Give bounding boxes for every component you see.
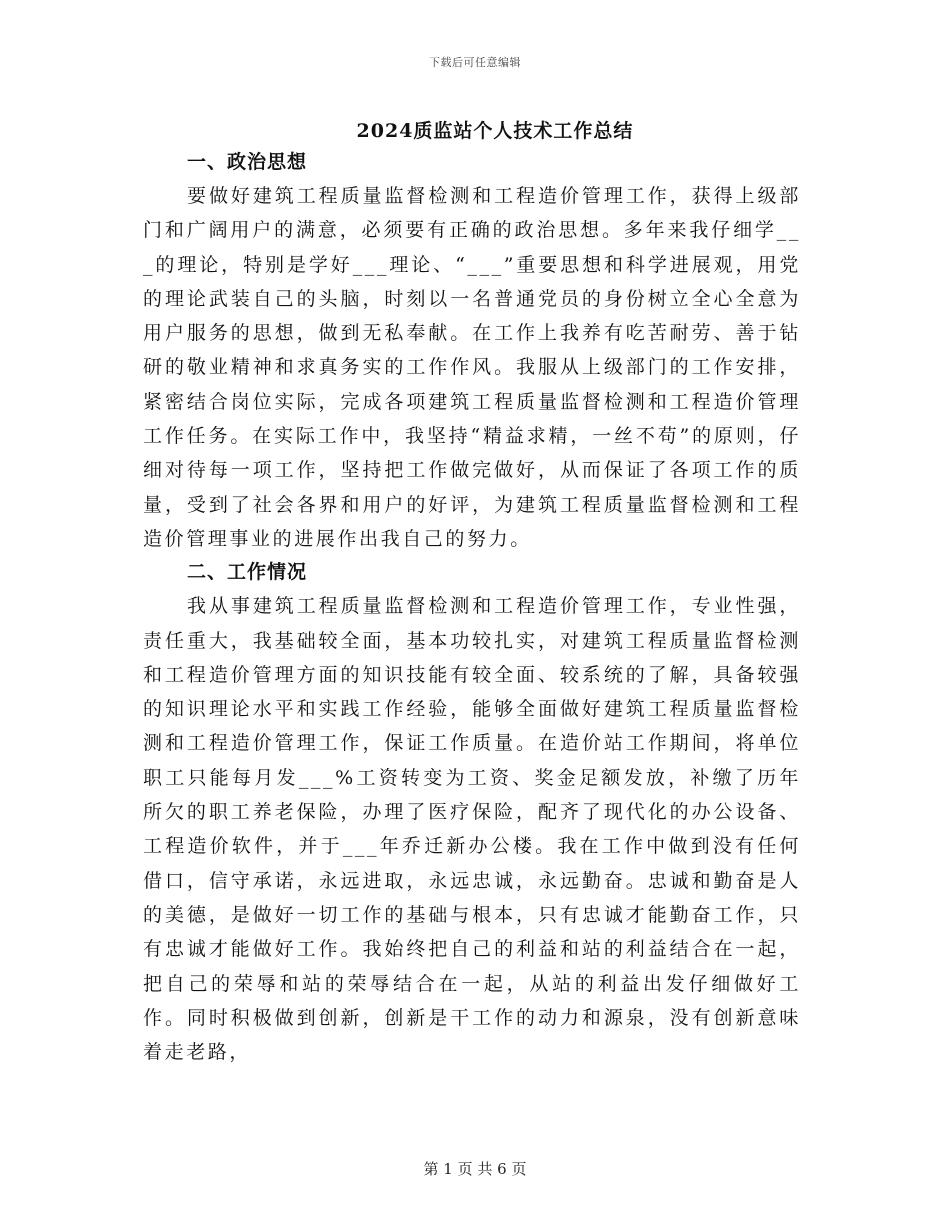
section-paragraph: 要做好建筑工程质量监督检测和工程造价管理工作，获得上级部门和广阔用户的满意，必须要有正确的政治思想。多年来我仔细学___的理论，特别是学好___理论、“___”重要思想和科学进展观，用党的理论武装自己的头脑，时刻以一名普通党员的身份树立全心全意为用户服务的思想，做到无私奉献。在工作上我养有吃苦耐劳、善于钻研的敬业精神和求真务实的工作作风。我服从上级部门的工作安排，紧密结合岗位实际，完成各项建筑工程质量监督检测和工程造价管理工作任务。在实际工作中，我坚持“精益求精，一丝不苟”的原则，仔细对待每一项工作，坚持把工作做完做好，从而保证了各项工作的质量，受到了社会各界和用户的好评，为建筑工程质量监督检测和工程造价管理事业的进展作出我自己的努力。: [143, 185, 801, 550]
page-header-note: 下载后可任意编辑: [429, 56, 521, 69]
document-title: 2024质监站个人技术工作总结: [356, 120, 634, 142]
page-number-footer: 第 1 页 共 6 页: [423, 1160, 527, 1178]
section-work-situation: [143, 556, 801, 1069]
section-paragraph: 我从事建筑工程质量监督检测和工程造价管理工作，专业性强，责任重大，我基础较全面，基本功较扎实，对建筑工程质量监督检测和工程造价管理方面的知识技能有较全面、较系统的了解，具备较强的知识理论水平和实践工作经验，能够全面做好建筑工程质量监督检测和工程造价管理工作，保证工作质量。在造价站工作期间，将单位职工只能每月发___%工资转变为工资、奖金足额发放，补缴了历年所欠的职工养老保险，办理了医疗保险，配齐了现代化的办公设备、工程造价软件，并于___年乔迁新办公楼。我在工作中做到没有任何借口，信守承诺，永远进取，永远忠诚，永远勤奋。忠诚和勤奋是人的美德，是做好一切工作的基础与根本，只有忠诚才能勤奋工作，只有忠诚才能做好工作。我始终把自己的利益和站的利益结合在一起，把自己的荣辱和站的荣辱结合在一起，从站的利益出发仔细做好工作。同时积极做到创新，创新是干工作的动力和源泉，没有创新意味着走老路，: [143, 595, 801, 1064]
section-heading: 一、政治思想: [187, 151, 308, 173]
document-body: [143, 146, 801, 1069]
section-heading: 二、工作情况: [187, 561, 308, 584]
section-political-thought: [143, 146, 801, 556]
